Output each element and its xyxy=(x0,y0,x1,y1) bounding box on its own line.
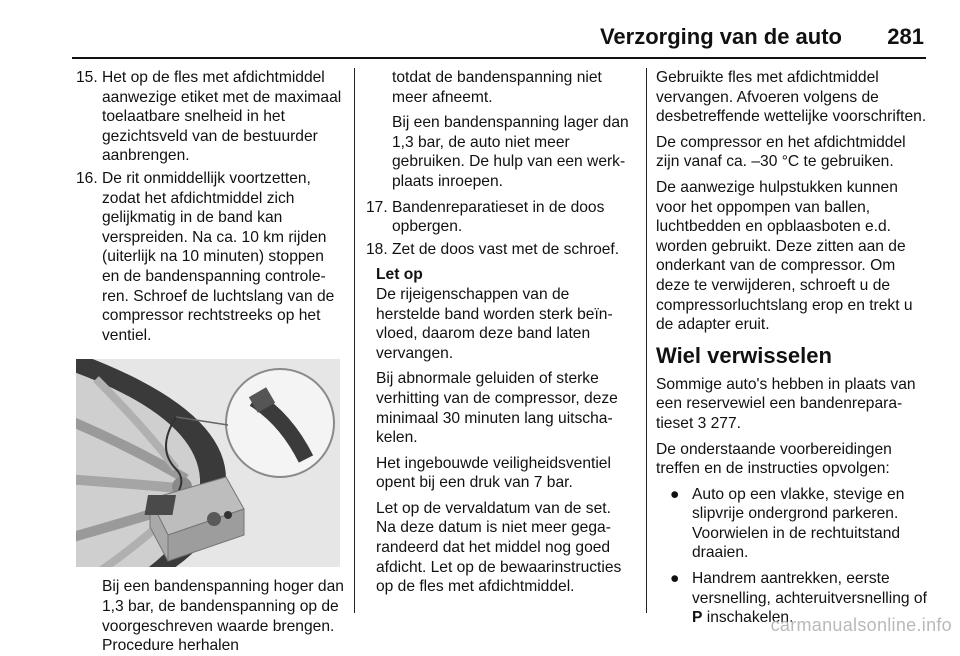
illustration-caption: Bij een bandenspanning hoger dan 1,3 bar, de bandenspanning op de voorgeschreven waarde brengen. Procedure herhalen xyxy=(102,578,344,655)
page-number: 281 xyxy=(887,24,924,49)
column-divider-left xyxy=(354,68,355,613)
note-paragraph: Let op de vervaldatum van de set. Na deze datum is niet meer gegarandeerd dat het middel nog goed afdicht. Let op de bewaarinstructies op de fles met afdichtmiddel. xyxy=(376,499,622,596)
bullet-text: Handrem aantrekken, eerste versnelling, achteruitversnelling of xyxy=(692,570,927,607)
watermark: carmanualsonline.info xyxy=(770,615,952,635)
paragraph: De aanwezige hulpstukken kunnen voor het oppompen van ballen, luchtbedden en opblaasboten e.d. worden gebruikt. Deze zitten aan de onderkant van de compressor. Om deze te verwijderen, schroeft u de compressorluchtslang erop en trekt u de adapter eruit. xyxy=(656,178,913,334)
section-heading: Wiel verwisselen xyxy=(656,342,832,368)
paragraph: Bij een bandenspanning lager dan 1,3 bar, de auto niet meer gebruiken. De hulp van een werkplaats inroepen. xyxy=(392,114,629,190)
bullet-text-end: inschakelen. xyxy=(702,609,794,627)
note-paragraph: Bij abnormale geluiden of sterke verhitting van de compressor, deze minimaal 30 minuten lang uitschakelen. xyxy=(376,370,618,447)
page-header xyxy=(0,0,960,56)
paragraph: Sommige auto's hebben in plaats van een reservewiel een bandenreparatieset 3 277. xyxy=(656,375,916,432)
step-number: 15. xyxy=(76,69,98,86)
bullet-icon: ● xyxy=(670,570,680,588)
compressor-valve-illustration xyxy=(76,359,340,567)
step-number: 17. xyxy=(366,198,388,216)
note-paragraph: De rijeigenschappen van de herstelde band worden sterk beïnvloed, daarom deze band laten vervangen. xyxy=(376,285,613,362)
step-18 xyxy=(366,240,634,260)
paragraph: Gebruikte fles met afdichtmiddel vervangen. Afvoeren volgens de desbetreffende wettelijke voorschriften. xyxy=(656,69,927,126)
header-divider xyxy=(72,57,926,59)
paragraph: De onderstaande voorbereidingen treffen en de instructies opvolgen: xyxy=(656,440,892,478)
note-paragraph: Het ingebouwde veiligheidsventiel opent bij een druk van 7 bar. xyxy=(376,454,611,492)
column-divider-right xyxy=(646,68,647,613)
continued-text: totdat de bandenspanning niet meer afneemt. xyxy=(392,69,602,106)
bullet-text: Auto op een vlakke, stevige en slipvrije ondergrond parkeren. Voorwielen in de rechtuitstand draaien. xyxy=(692,485,905,562)
step-16 xyxy=(76,169,344,345)
column-2 xyxy=(366,68,634,603)
step-number: 18. xyxy=(366,240,388,258)
step-text: Het op de fles met afdichtmiddel aanwezige etiket met de maximaal toelaatbare snelheid in het gezichtsveld van de bestuurder aanbrengen. xyxy=(102,69,342,165)
column-1 xyxy=(76,68,344,656)
page-title: Verzorging van de auto xyxy=(599,24,842,49)
gear-position-label: P xyxy=(692,609,703,627)
step-text: Bandenreparatieset in de doos opbergen. xyxy=(392,198,605,236)
step-number: 16. xyxy=(76,169,98,187)
step-17 xyxy=(366,198,634,237)
note-label: Let op xyxy=(376,266,423,284)
step-text: Zet de doos vast met de schroef. xyxy=(392,240,620,258)
bullet-icon: ● xyxy=(670,485,680,503)
step-text: De rit onmiddellijk voortzetten, zodat het afdichtmiddel zich gelijkmatig in de band kan verspreiden. Na ca. 10 km rijden (uiterlijk na 10 minuten) stoppen en de bandenspanning controleren. Schroef de luchtslang van de compressor rechtstreeks op het ventiel. xyxy=(102,169,335,344)
step-15 xyxy=(76,68,344,166)
column-3 xyxy=(656,68,928,634)
bullet-item xyxy=(656,485,928,563)
note-block xyxy=(376,265,634,597)
paragraph: De compressor en het afdichtmiddel zijn vanaf ca. –30 °C te gebruiken. xyxy=(656,133,906,171)
